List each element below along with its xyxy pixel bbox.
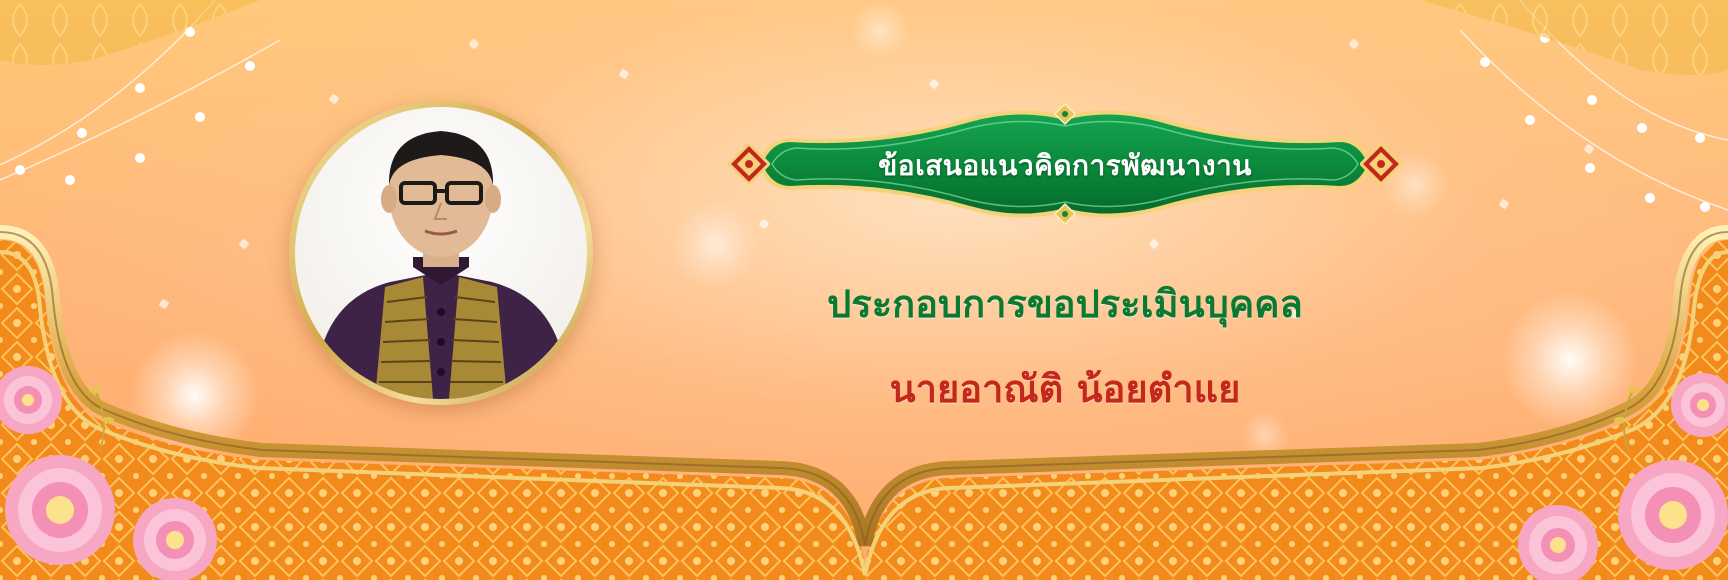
thai-diamond-ornament-icon <box>728 143 770 185</box>
heading-ribbon <box>730 100 1400 228</box>
portrait-frame <box>289 101 593 405</box>
heading-title: ข้อเสนอแนวคิดการพัฒนางาน <box>878 149 1252 182</box>
portrait-photo <box>295 107 587 399</box>
person-name: นายอาณัติ น้อยตำแย <box>889 367 1241 411</box>
pink-peony-icon <box>0 360 240 580</box>
person-portrait-illustration <box>295 107 587 399</box>
subtitle-text: ประกอบการขอประเมินบุคคล <box>827 282 1303 326</box>
thai-diamond-ornament-icon <box>1360 143 1402 185</box>
pink-peony-icon <box>1488 360 1728 580</box>
